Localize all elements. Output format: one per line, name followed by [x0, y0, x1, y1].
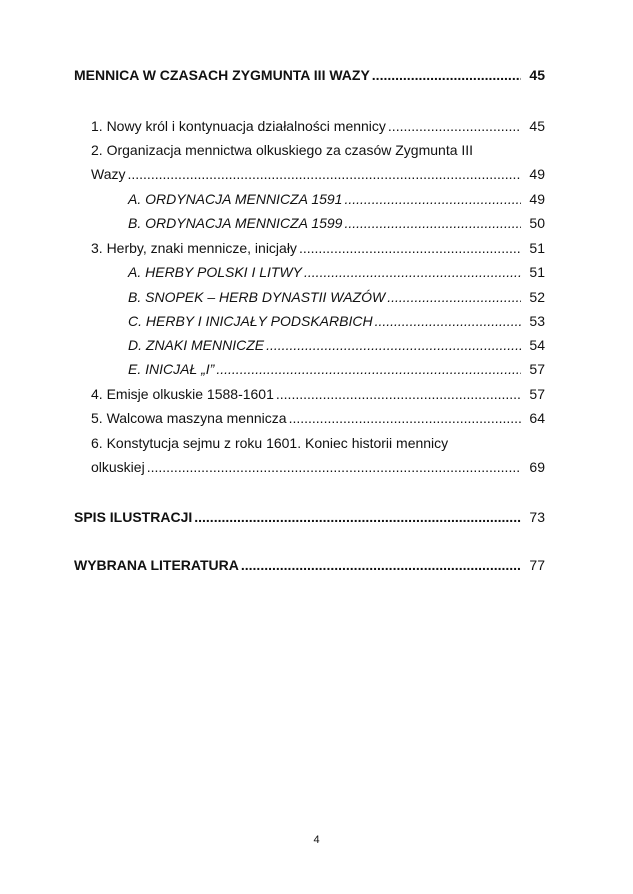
toc-entry-section-continued [91, 165, 545, 183]
toc-entry-title: 4. Emisje olkuskie 1588-1601 [91, 386, 274, 402]
toc-entry-title: WYBRANA LITERATURA [74, 557, 239, 573]
dot-leader [289, 409, 521, 427]
toc-entry-section [91, 385, 545, 403]
toc-entry-page: 49 [529, 166, 545, 182]
toc-entry-title: 1. Nowy król i kontynuacja działalności mennicy [91, 118, 386, 134]
toc-entry-title: MENNICA W CZASACH ZYGMUNTA III WAZY [74, 67, 370, 83]
toc-entry-subsection [128, 360, 545, 378]
toc-entry-page: 45 [529, 118, 545, 134]
toc-entry-page: 45 [529, 67, 545, 83]
toc-entry-chapter [74, 508, 545, 526]
toc-entry-title: B. SNOPEK – HERB DYNASTII WAZÓW [128, 289, 386, 305]
toc-entry-page: 77 [529, 557, 545, 573]
dot-leader [276, 385, 521, 403]
toc-entry-page: 51 [529, 264, 545, 280]
toc-entry-page: 52 [529, 289, 545, 305]
toc-entry-subsection [128, 336, 545, 354]
dot-leader [147, 458, 521, 476]
toc-entry-page: 69 [529, 459, 545, 475]
toc-entry-section [91, 239, 545, 257]
dot-leader [266, 336, 521, 354]
toc-entry-section [91, 409, 545, 427]
dot-leader [194, 508, 521, 526]
dot-leader [387, 288, 521, 306]
toc-entry-title: A. ORDYNACJA MENNICZA 1591 [128, 191, 343, 207]
dot-leader [344, 190, 521, 208]
toc-entry-subsection [128, 263, 545, 281]
toc-entry-title: E. INICJAŁ „I” [128, 361, 215, 377]
toc-entry-chapter [74, 66, 545, 84]
toc-entry-page: 50 [529, 215, 545, 231]
toc-entry-page: 51 [529, 240, 545, 256]
toc-entry-subsection [128, 312, 545, 330]
toc-entry-title-line1: 2. Organizacja mennictwa olkuskiego za czasów Zygmunta III [91, 142, 474, 158]
toc-entry-title: 5. Walcowa maszyna mennicza [91, 410, 287, 426]
dot-leader [241, 556, 521, 574]
dot-leader [299, 239, 521, 257]
toc-entry-page: 57 [529, 361, 545, 377]
dot-leader [388, 117, 521, 135]
dot-leader [344, 214, 521, 232]
toc-entry-page: 54 [529, 337, 545, 353]
dot-leader [375, 312, 521, 330]
toc-entry-title-line2: Wazy [91, 166, 126, 182]
toc-entry-title-line1: 6. Konstytucja sejmu z roku 1601. Koniec historii mennicy [91, 435, 449, 451]
dot-leader [127, 165, 521, 183]
toc-entry-title: C. HERBY I INICJAŁY PODSKARBICH [128, 313, 373, 329]
toc-entry-title: 3. Herby, znaki mennicze, inicjały [91, 240, 297, 256]
page-number: 4 [313, 834, 320, 846]
toc-entry-page: 57 [529, 386, 545, 402]
toc-entry-subsection [128, 190, 545, 208]
toc-entry-title: D. ZNAKI MENNICZE [128, 337, 265, 353]
dot-leader [372, 66, 521, 84]
toc-entry-page: 73 [529, 509, 545, 525]
toc-entry-title: B. ORDYNACJA MENNICZA 1599 [128, 215, 343, 231]
toc-entry-section [91, 117, 545, 135]
toc-entry-section [91, 141, 545, 159]
toc-entry-section-continued [91, 458, 545, 476]
toc-entry-page: 64 [529, 410, 545, 426]
toc-entry-section [91, 434, 545, 452]
toc-entry-chapter [74, 556, 545, 574]
toc-entry-subsection [128, 214, 545, 232]
toc-entry-subsection [128, 288, 545, 306]
dot-leader [216, 360, 521, 378]
toc-entry-title: SPIS ILUSTRACJI [74, 509, 193, 525]
toc-entry-title-line2: olkuskiej [91, 459, 145, 475]
toc-entry-title: A. HERBY POLSKI I LITWY [128, 264, 303, 280]
toc-entry-page: 53 [529, 313, 545, 329]
toc-entry-page: 49 [529, 191, 545, 207]
dot-leader [304, 263, 521, 281]
